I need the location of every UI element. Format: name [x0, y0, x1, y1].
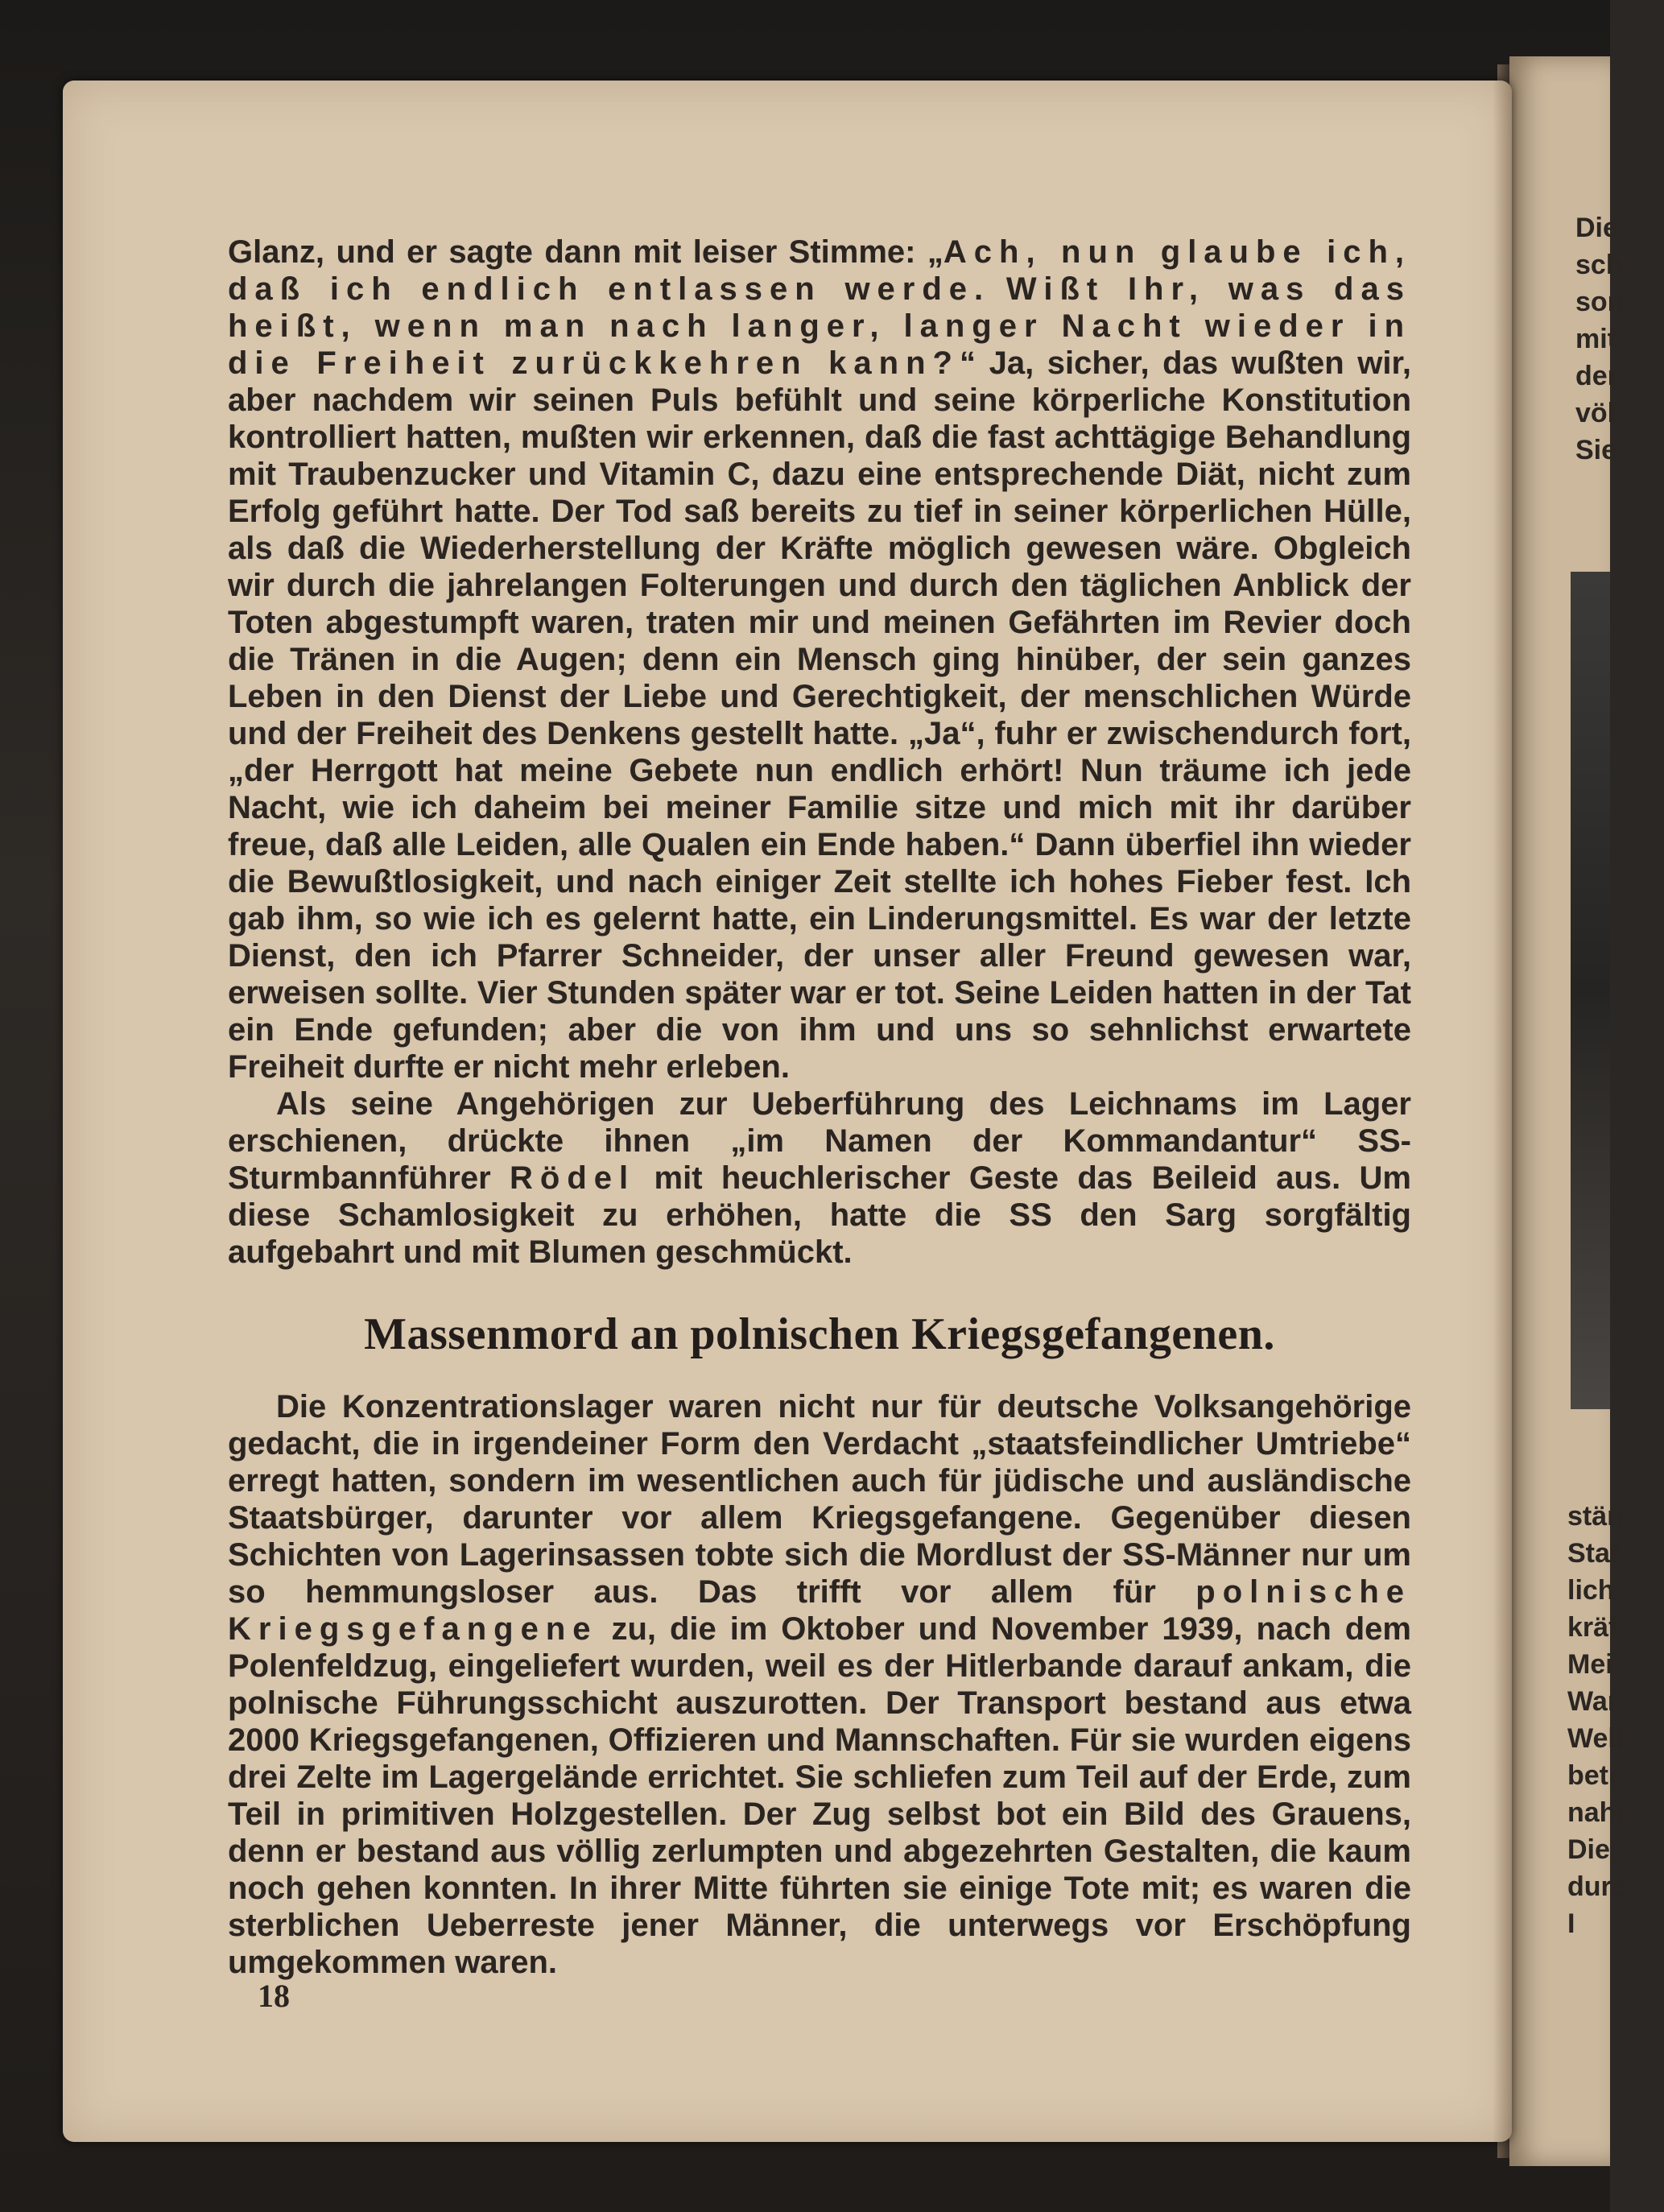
paragraph-1: [228, 234, 1411, 1085]
fragment: Well: [1567, 1723, 1624, 1754]
text-run: Die Konzentrationslager waren nicht nur für deutsche Volksangehörige gedacht, die in irgendeiner Form den Verdacht „staatsfeindlicher Umtriebe“ erregt hatten, sondern im wesentlichen auch für jüdische und ausländische Staatsbürger, darunter vor allem Kriegsgefangene. Gegenüber diesen Schichten von Lagerinsassen tobte sich die Mordlust der SS-Männer nur um so hemmungsloser aus. Das trifft vor allem für: [228, 1389, 1411, 1610]
fragment: mit: [1575, 324, 1617, 354]
text-run: zu, die im Oktober und November 1939, nach dem Polenfeldzug, eingeliefert wurden, weil es der Hitlerbande darauf ankam, die polnische Führungsschicht auszurotten. Der Transport bestand aus etwa 2000 Kriegsgefangenen, Offizieren und Mannschaften. Für sie wurden eigens drei Zelte im Lagergelände errichtet. Sie schliefen zum Teil auf der Erde, zum Teil in primitiven Holzgestellen. Der Zug selbst bot ein Bild des Grauens, denn er bestand aus völlig zerlumpten und abgezehrten Gestalten, die kaum noch gehen konnten. In ihrer Mitte führten sie einige Tote mit; es waren die sterblichen Ueberreste jener Männer, die unterwegs vor Erschöpfung umgekommen waren.: [228, 1611, 1411, 1980]
fragment: Die: [1567, 1834, 1610, 1865]
spaced-text: Ach, nun glaube ich, daß ich endlich entlassen werde.: [228, 234, 1411, 307]
text-run: “ Ja, sicher, das wußten wir, aber nachdem wir seinen Puls befühlt und seine körperliche Konstitution kontrolliert hatten, mußten wir erkennen, daß die fast achttägige Behandlung mit Traubenzucker und Vitamin C, dazu eine entsprechende Diät, nicht zum Erfolg geführt hatte. Der Tod saß bereits zu tief in seiner körperlichen Hülle, als daß die Wiederherstellung der Kräfte möglich gewesen wäre. Obgleich wir durch die jahrelangen Folterungen und durch den täglichen Anblick der Toten abgestumpft waren, traten mir und meinen Gefährten im Revier doch die Tränen in die Augen; denn ein Mensch ging hinüber, der sein ganzes Leben in den Dienst der Liebe und Gerechtigkeit, der menschlichen Würde und der Freiheit des Denkens gestellt hatte. „Ja“, fuhr er zwischendurch fort, „der Herrgott hat meine Gebete nun endlich erhört! Nun träume ich jede Nacht, wie ich daheim bei meiner Familie sitze und mich mit ihr darüber freue, daß alle Leiden, alle Qualen ein Ende haben.“ Dann überfiel ihn wieder die Bewußtlosigkeit, und nach einiger Zeit stellte ich hohes Fieber fest. Ich gab ihm, so wie ich es gelernt hatte, ein Linderungsmittel. Es war der letzte Dienst, den ich Pfarrer Schneider, der unser aller Freund gewesen war, erweisen sollte. Vier Stunden später war er tot. Seine Leiden hatten in der Tat ein Ende gefunden; aber die von ihm und uns so sehnlichst erwartete Freiheit durfte er nicht mehr erleben.: [228, 345, 1411, 1085]
fragment: stän: [1567, 1501, 1624, 1532]
fragment: son: [1575, 287, 1625, 317]
spaced-text: Rödel: [510, 1160, 636, 1196]
fragment: nahr: [1567, 1797, 1627, 1828]
adjacent-page-fragments-bottom: [1567, 1498, 1656, 1942]
fragment: I: [1567, 1908, 1575, 1939]
text-run: Als seine Angehörigen zur Ueberführung des Leichnams im Lager erschienen, drückte ihnen „im Namen der Kommandantur“ SS-Sturmbannführer: [228, 1086, 1411, 1196]
text-run: Glanz, und er sagte dann mit leiser Stimme: „: [228, 234, 943, 270]
fragment: lich: [1567, 1575, 1615, 1606]
fragment: Stat: [1567, 1538, 1620, 1569]
text-run: [990, 271, 1006, 307]
paragraph-2: [228, 1085, 1411, 1271]
page-text: [228, 234, 1411, 1981]
fragment: betr: [1567, 1760, 1620, 1791]
adjacent-page-fragments-top: [1575, 209, 1664, 469]
fragment: Die: [1575, 213, 1618, 243]
fragment: der: [1575, 361, 1618, 391]
paragraph-3: [228, 1388, 1411, 1981]
fragment: War: [1567, 1686, 1618, 1717]
fragment: Sie: [1575, 435, 1617, 465]
fragment: sch: [1575, 250, 1623, 280]
adjacent-page: [1509, 56, 1627, 2166]
text-run: mit heuchlerischer Geste das Beileid aus. Um diese Schamlosigkeit zu erhöhen, hatte die SS den Sarg sorgfältig aufgebahrt und mit Blumen geschmückt.: [228, 1160, 1411, 1270]
fragment: durc: [1567, 1871, 1627, 1902]
page-number: 18: [258, 1978, 290, 2014]
fragment: kräf: [1567, 1612, 1618, 1643]
spaced-text: polnische Kriegsgefangene: [228, 1574, 1411, 1647]
fragment: völ: [1575, 398, 1616, 428]
section-heading: Massenmord an polnischen Kriegsgefangenen.: [364, 1309, 1275, 1359]
spaced-text: Wißt Ihr, was das heißt, wenn man nach langer, langer Nacht wieder in die Freiheit zurückkehren kann?: [228, 271, 1411, 381]
adjacent-page-photo: [1571, 572, 1610, 1409]
fragment: Mei: [1567, 1649, 1613, 1680]
